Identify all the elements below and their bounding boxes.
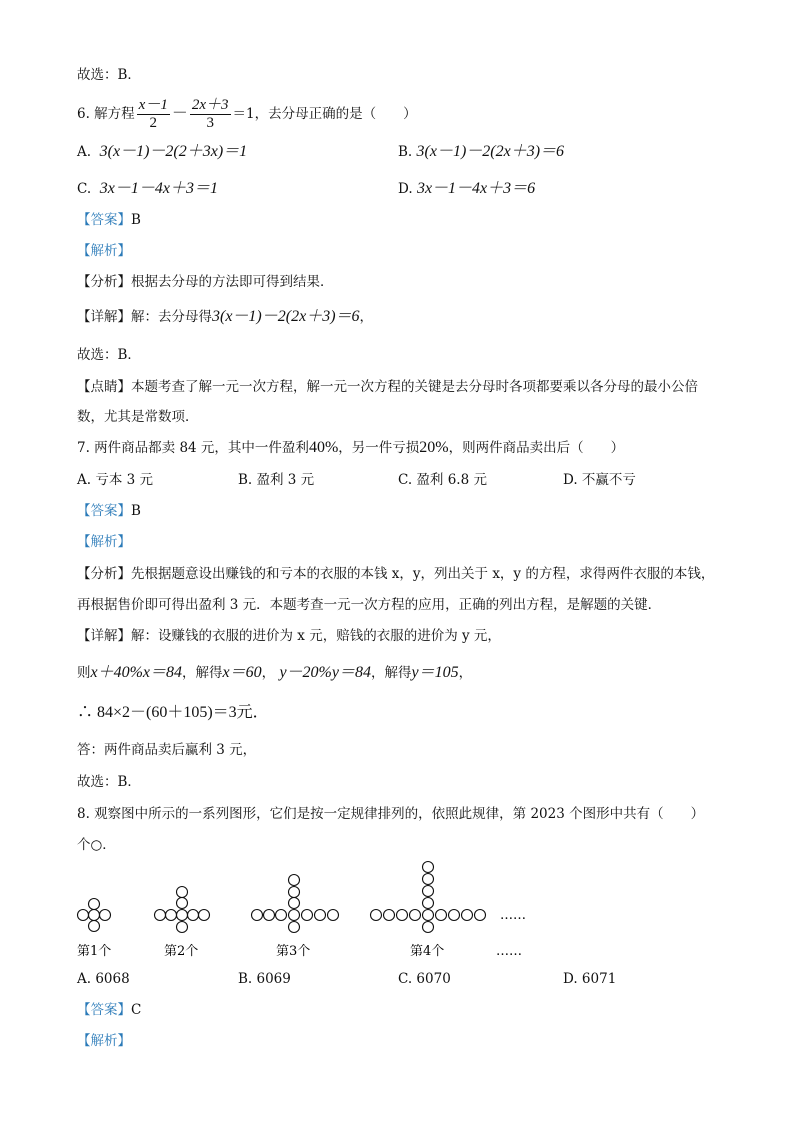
figure-circles — [78, 862, 486, 933]
q7-conclusion: 故选：B． — [77, 774, 141, 790]
q6-conclusion: 故选：B． — [77, 347, 141, 363]
q8-figure — [0, 855, 794, 975]
q8-stem: 8. 观察图中所示的一系列图形，它们是按一定规律排列的，依照此规律，第 2023 个图形中共有（ ） — [77, 806, 705, 822]
q6-option-b: B. 3(x－1)－2(2x＋3)＝6 — [398, 143, 565, 160]
q8-option-b: B. 6069 — [238, 971, 291, 987]
q8-stem-cont: 个○． — [77, 837, 116, 853]
q6-analysis-heading: 【解析】 — [77, 243, 131, 259]
q7-xiangjie: 【详解】解：设赚钱的衣服的进价为 x 元，赔钱的衣服的进价为 y 元， — [77, 628, 501, 644]
figure-label-3: 第3个 — [276, 944, 311, 959]
q7-fenxi: 【分析】先根据题意设出赚钱的和亏本的衣服的本钱 x，y，列出关于 x，y 的方程，求得两件衣服的本钱， — [77, 566, 715, 582]
q7-option-a: A. 亏本 3 元 — [77, 472, 154, 488]
q6-fraction-2: $\frac{2x+3}{3}$ — [191, 97, 229, 131]
figure-label-ellipsis: …… — [496, 944, 522, 959]
q6-dianjing: 【点睛】本题考查了解一元一次方程，解一元一次方程的关键是去分母时各项都要乘以各分母的最小公倍 — [77, 379, 698, 395]
q7-option-b: B. 盈利 3 元 — [238, 472, 315, 488]
q6-fraction-1: $\frac{x-1}{2}$ — [138, 97, 168, 131]
q7-calculation: ∴ 84×2－(60＋105)＝3元． — [77, 704, 269, 721]
q7-analysis-heading: 【解析】 — [77, 534, 131, 550]
figure-label-2: 第2个 — [164, 944, 199, 959]
q6-xiangjie: 【详解】解：去分母得3(x－1)－2(2x＋3)＝6， — [77, 308, 374, 325]
figure-label-1: 第1个 — [77, 944, 112, 959]
figure-label-4: 第4个 — [410, 944, 445, 959]
q7-option-c: C. 盈利 6.8 元 — [398, 472, 487, 488]
q7-option-d: D. 不赢不亏 — [563, 472, 636, 488]
q6-stem: 6. 解方程 $\frac{x-1}{2}$ － $\frac{2x+3}{3}$ ＝1，去分母正确的是（ ） — [77, 97, 417, 131]
q6-dianjing-cont: 数，尤其是常数项． — [77, 409, 199, 425]
q8-answer: 【答案】C — [77, 1002, 142, 1018]
q7-da: 答：两件商品卖后赢利 3 元， — [77, 742, 257, 758]
q8-analysis-heading: 【解析】 — [77, 1033, 131, 1049]
q8-option-d: D. 6071 — [563, 971, 617, 987]
q7-stem: 7. 两件商品都卖 84 元，其中一件盈利40%，另一件亏损20%，则两件商品卖出后（ ） — [77, 439, 625, 456]
q8-option-a: A. 6068 — [77, 971, 130, 987]
q7-fenxi-cont: 再根据售价即可得出盈利 3 元．本题考查一元一次方程的应用，正确的列出方程，是解题的关键． — [77, 597, 662, 613]
figure-ellipsis: …… — [500, 908, 526, 923]
q7-equations: 则x＋40%x＝84，解得x＝60， y－20%y＝84，解得y＝105， — [77, 664, 473, 681]
q6-option-c: C. 3x－1－4x＋3＝1 — [77, 180, 218, 197]
q6-option-d: D. 3x－1－4x＋3＝6 — [398, 180, 536, 197]
q6-option-a: A. 3(x－1)－2(2＋3x)＝1 — [77, 143, 248, 160]
q8-option-c: C. 6070 — [398, 971, 451, 987]
q6-answer: 【答案】B — [77, 212, 141, 228]
prev-conclusion: 故选：B． — [77, 67, 141, 83]
q6-fenxi: 【分析】根据去分母的方法即可得到结果． — [77, 274, 334, 290]
q7-answer: 【答案】B — [77, 503, 141, 519]
